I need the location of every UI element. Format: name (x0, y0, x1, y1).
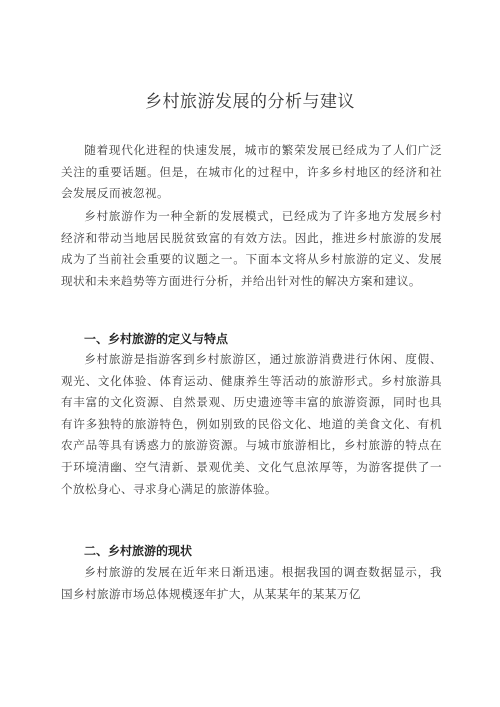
section-heading-status: 二、乡村旅游的现状 (84, 544, 193, 558)
overview-paragraph: 乡村旅游作为一种全新的发展模式，已经成为了许多地方发展乡村经济和带动当地居民脱贫致富的有效方法。因此，推进乡村旅游的发展成为了当前社会重要的议题之一。下面本文将从乡村旅游的定义、发展现状和未来趋势等方面进行分析，并给出针对性的解决方案和建议。 (61, 209, 442, 288)
intro-paragraph: 随着现代化进程的快速发展，城市的繁荣发展已经成为了人们广泛关注的重要话题。但是，在城市化的过程中，许多乡村地区的经济和社会发展反而被忽视。 (61, 143, 442, 201)
status-paragraph: 乡村旅游的发展在近年来日渐迅速。根据我国的调查数据显示，我国乡村旅游市场总体规模逐年扩大，从某某年的某某万亿 (61, 565, 442, 601)
document-title: 乡村旅游发展的分析与建议 (145, 92, 355, 112)
section-heading-definition: 一、乡村旅游的定义与特点 (84, 332, 229, 346)
definition-paragraph: 乡村旅游是指游客到乡村旅游区，通过旅游消费进行休闲、度假、观光、文化体验、体育运动、健康养生等活动的旅游形式。乡村旅游具有丰富的文化资源、自然景观、历史遗迹等丰富的旅游资源，同时也具有许多独特的旅游特色，例如别致的民俗文化、地道的美食文化、有机农产品等具有诱惑力的旅游资源。与城市旅游相比，乡村旅游的特点在于环境清幽、空气清新、景观优美、文化气息浓厚等，为游客提供了一个放松身心、寻求身心满足的旅游体验。 (61, 352, 442, 496)
